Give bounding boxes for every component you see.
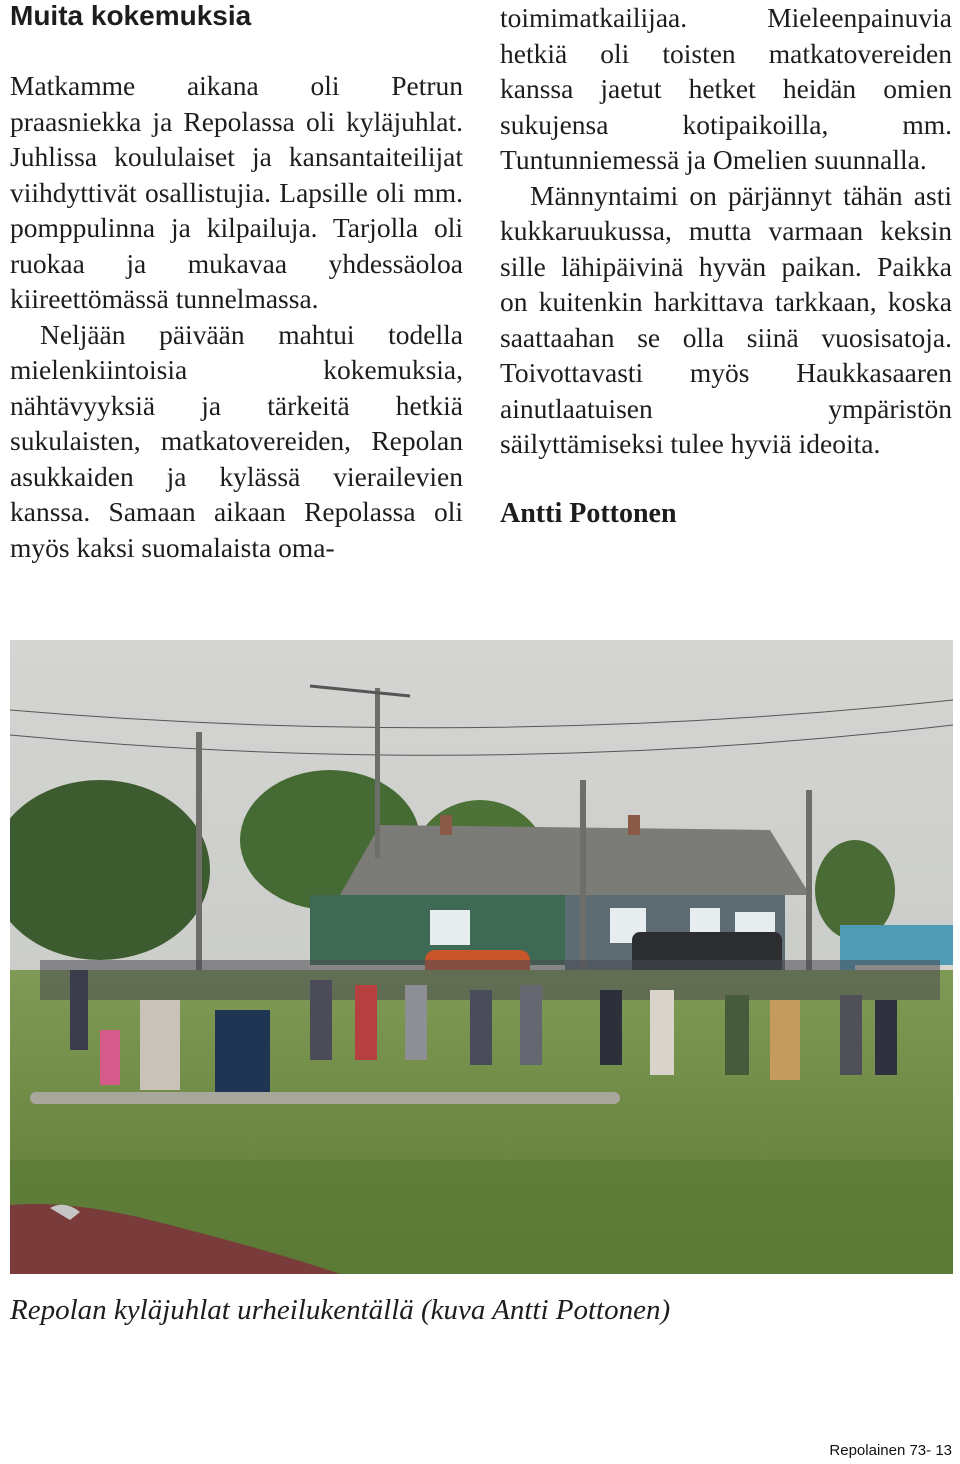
festival-photo-illustration — [10, 640, 953, 1274]
paragraph: Neljään päivään mahtui todella mielenkiintoisia kokemuksia, nähtävyyksiä ja tärkeitä hetkiä sukulaisten, matkatovereiden, Repolan asukkaiden ja kylässä vierailevien kanssa. Samaan aikaan Repolassa oli myös kaksi suomalaista oma- — [10, 318, 463, 563]
left-column — [10, 0, 463, 565]
author-name: Antti Pottonen — [500, 497, 677, 529]
paragraph: toimimatkailijaa. Mieleenpainuvia hetkiä oli toisten matkatovereiden kanssa jaetut hetket heidän omien sukujensa kotipaikoilla, mm. Tuntunniemessä ja Omelien suunnalla. — [500, 2, 952, 175]
paragraph: Matkamme aikana oli Petrun praasniekka ja Repolassa oli kyläjuhlat. Juhlissa koululaiset ja kansantaiteilijat viihdyttivät osallistujia. Lapsille oli mm. pomppulinna ja kilpailuja. Tarjolla oli ruokaa ja mukavaa yhdessäoloa kiireettömässä tunnelmassa. — [10, 70, 463, 314]
page-footer: Repolainen 73- 13 — [829, 1442, 952, 1459]
right-column — [500, 0, 952, 531]
festival-photo — [10, 640, 953, 1274]
section-heading: Muita kokemuksia — [10, 0, 252, 31]
photo-caption: Repolan kyläjuhlat urheilukentällä (kuva Antti Pottonen) — [10, 1294, 671, 1326]
paragraph: Männyntaimi on pärjännyt tähän asti kukkaruukussa, mutta varmaan keksin sille lähipäivinä hyvän paikan. Paikka on kuitenkin harkittava tarkkaan, koska saattaahan se olla siinä vuosisatoja. Toivottavasti myös Haukkasaaren ainutlaatuisen ympäristön säilyttämiseksi tulee hyviä ideoita. — [500, 179, 952, 459]
